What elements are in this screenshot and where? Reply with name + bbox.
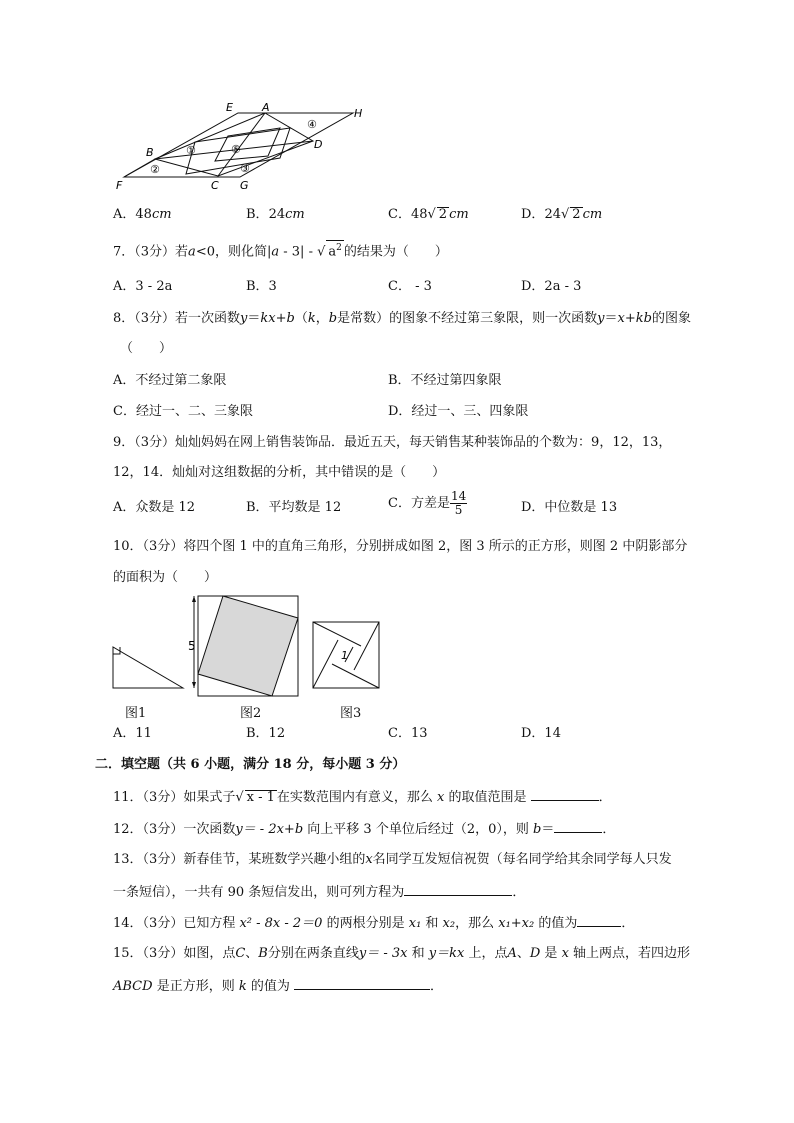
q10-option-d[interactable]: D．14 (521, 726, 561, 741)
fig2-side-label: 5 (188, 639, 196, 653)
q8-options-row1 (0, 371, 794, 391)
label-G: G (240, 179, 249, 192)
q15: 15．（3分）如图，点C、B分别在两条直线y＝ - 3x 和 y＝kx 上，点A、D 是 x 轴上两点，若四边形 (113, 946, 691, 961)
q11-answer-blank[interactable] (531, 786, 599, 801)
q8-option-b[interactable]: B．不经过第四象限 (388, 373, 502, 388)
label-A: A (262, 101, 270, 114)
q9-stem-line2: 12，14．灿灿对这组数据的分析，其中错误的是（ ） (113, 465, 446, 480)
q7-option-a[interactable]: A．3 - 2a (113, 279, 173, 294)
q8-option-c[interactable]: C．经过一、二、三象限 (113, 404, 253, 419)
fig3-label: 1 (341, 649, 348, 662)
region-5: ⑤ (231, 143, 241, 156)
label-B: B (146, 146, 154, 159)
q10-options (0, 724, 794, 744)
q7-options (0, 277, 794, 297)
q14-answer-blank[interactable] (577, 912, 621, 927)
q12-answer-blank[interactable] (554, 818, 602, 833)
q7-stem: 7．（3分）若a<0，则化简|a - 3| - √ $a^2$ 的结果为（ ） (0, 240, 794, 260)
figure-q6-parallelograms (110, 98, 370, 193)
label-F: F (116, 179, 123, 192)
label-D: D (314, 138, 323, 151)
q6-option-d[interactable]: D．24√ 2 cm (521, 207, 603, 222)
q9-option-a[interactable]: A．众数是 12 (113, 500, 196, 515)
q11: 11．（3分）如果式子√ x - 1 在实数范围内有意义，那么 x 的取值范围是 ． (0, 786, 794, 806)
q8-option-d[interactable]: D．经过一、三、四象限 (388, 404, 529, 419)
q7-option-b[interactable]: B．3 (246, 279, 277, 294)
caption-fig1: 图1 (125, 706, 147, 721)
q6-option-b[interactable]: B．24cm (246, 207, 305, 222)
q13: 13．（3分）新春佳节，某班数学兴趣小组的x名同学互发短信祝贺（每名同学给其余同学每人只发 (113, 852, 672, 867)
q10-stem-line2: 的面积为（ ） (113, 570, 218, 585)
q8-stem: 8．（3分）若一次函数y＝kx+b（k，b是常数）的图象不经过第三象限，则一次函数y＝x+kb的图象 (113, 311, 691, 326)
q15-answer-blank[interactable] (294, 975, 430, 990)
label-E: E (226, 101, 233, 114)
q10-option-b[interactable]: B．12 (246, 726, 286, 741)
q8-options-row2 (0, 402, 794, 422)
region-3: ③ (240, 162, 250, 175)
region-2: ② (150, 163, 160, 176)
label-C: C (211, 179, 219, 192)
region-4: ④ (307, 118, 317, 131)
q10-stem: 10．（3分）将四个图 1 中的直角三角形，分别拼成如图 2，图 3 所示的正方形，则图 2 中阴影部分 (113, 539, 688, 554)
q15-line2: ABCD 是正方形，则 k 的值为 ． (0, 975, 794, 995)
q13-answer-blank[interactable] (404, 881, 512, 896)
region-1: ① (186, 144, 196, 157)
section-fill-in-blank-heading: 二．填空题（共 6 小题，满分 18 分，每小题 3 分） (95, 757, 406, 772)
caption-fig3: 图3 (340, 706, 362, 721)
caption-fig2: 图2 (240, 706, 262, 721)
figure-q10 (108, 592, 388, 700)
q10-option-a[interactable]: A．11 (113, 726, 152, 741)
q6-option-a[interactable]: A．48cm (113, 207, 172, 222)
q6-option-c[interactable]: C．48√ 2 cm (388, 207, 469, 222)
q12: 12．（3分）一次函数y＝ - 2x+b 向上平移 3 个单位后经过（2，0），则 b＝ ． (0, 818, 794, 838)
q6-options (0, 205, 794, 225)
q9-option-d[interactable]: D．中位数是 13 (521, 500, 618, 515)
q7-option-c[interactable]: C． - 3 (388, 279, 432, 294)
q14: 14．（3分）已知方程 x² - 8x - 2＝0 的两根分别是 x₁ 和 x₂，那么 x₁+x₂ 的值为 ． (0, 912, 794, 932)
fraction: $\frac{14}{5}$ (450, 489, 467, 517)
q8-stem-line2: （ ） (120, 341, 173, 356)
q8-option-a[interactable]: A．不经过第二象限 (113, 373, 227, 388)
q13-line2: 一条短信），一共有 90 条短信发出，则可列方程为 ． (0, 881, 794, 901)
q7-option-d[interactable]: D．2a - 3 (521, 279, 582, 294)
q9-options (0, 489, 794, 518)
label-H: H (354, 107, 363, 120)
q9-option-b[interactable]: B．平均数是 12 (246, 500, 342, 515)
q9-option-c[interactable]: C．方差是 $\frac{14}{5}$ (388, 489, 467, 517)
q10-option-c[interactable]: C．13 (388, 726, 428, 741)
q9-stem: 9．（3分）灿灿妈妈在网上销售装饰品．最近五天，每天销售某种装饰品的个数为：9，12，13， (113, 435, 672, 450)
